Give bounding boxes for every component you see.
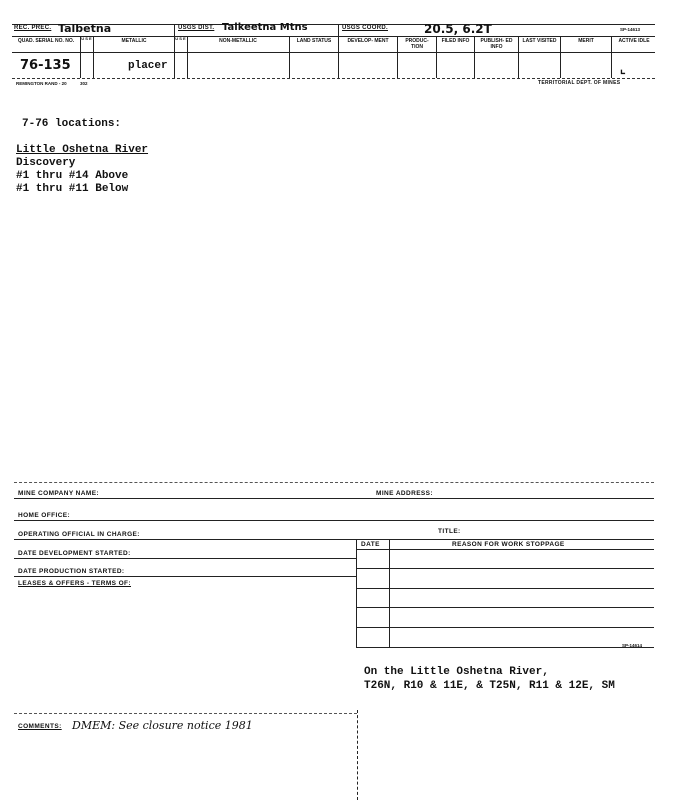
comments-value: DMEM: See closure notice 1981: [72, 719, 253, 732]
usgs-dist-label: USGS DIST.: [178, 25, 215, 31]
form-code: SP-14613: [620, 27, 641, 32]
notes-heading: 7-76 locations:: [22, 118, 122, 130]
table-code: SP-14614: [622, 643, 643, 648]
notes-line-1: Discovery: [16, 157, 76, 169]
mine-company-label: MINE COMPANY NAME:: [18, 490, 99, 497]
footer-strip-code: 302: [80, 81, 88, 86]
rec-prec-label: REC. PREC.: [14, 25, 52, 31]
location-line-2: T26N, R10 & 11E, & T25N, R11 & 12E, SM: [364, 680, 615, 692]
col-quad-serial: QUAD. SERIAL NO. NO.: [17, 38, 75, 44]
col-land-status: LAND STATUS: [296, 38, 332, 44]
notes-river: Little Oshetna River: [16, 144, 149, 156]
rec-prec-value: Talbetna: [58, 22, 112, 35]
usgs-coord-value: 20.5, 6.2T: [424, 22, 492, 36]
mine-address-label: MINE ADDRESS:: [376, 490, 433, 497]
home-office-label: HOME OFFICE:: [18, 512, 71, 519]
usgs-dist-value: Talkeetna Mtns: [222, 22, 308, 33]
operating-official-label: OPERATING OFFICIAL IN CHARGE:: [18, 531, 140, 538]
col-use-metallic: U S E: [81, 36, 92, 41]
col-use-nonmetallic: U S E: [175, 36, 186, 41]
title-label: TITLE:: [438, 528, 461, 535]
active-mark: ⌞: [620, 62, 626, 76]
serial-number: 76-135: [20, 58, 71, 73]
comments-label: COMMENTS:: [18, 723, 62, 730]
reason-column-header: REASON FOR WORK STOPPAGE: [452, 541, 565, 548]
leases-label: LEASES & OFFERS - TERMS OF:: [18, 580, 131, 587]
footer-strip-left: REMINGTON RAND - 20: [16, 81, 67, 86]
date-development-label: DATE DEVELOPMENT STARTED:: [18, 550, 131, 557]
col-filed-info: FILED INFO: [441, 38, 470, 44]
col-published-info: PUBLISH- ED INFO: [480, 38, 513, 50]
col-nonmetallic: NON-METALLIC: [219, 38, 257, 44]
location-line-1: On the Little Oshetna River,: [364, 666, 549, 678]
notes-line-3: #1 thru #11 Below: [16, 183, 129, 195]
col-production: PRODUC- TION: [405, 38, 429, 50]
metallic-value: placer: [128, 60, 168, 72]
col-development: DEVELOP- MENT: [347, 38, 389, 44]
col-active-idle: ACTIVE IDLE: [618, 38, 650, 44]
footer-strip-right: TERRITORIAL DEPT. OF MINES: [538, 80, 621, 86]
col-metallic: METALLIC: [121, 38, 147, 44]
date-production-label: DATE PRODUCTION STARTED:: [18, 568, 125, 575]
date-column-header: DATE: [361, 541, 380, 548]
usgs-coord-label: USGS COORD.: [342, 25, 388, 31]
notes-line-2: #1 thru #14 Above: [16, 170, 129, 182]
col-merit: MERIT: [578, 38, 594, 44]
col-last-visited: LAST VISITED: [522, 38, 557, 44]
